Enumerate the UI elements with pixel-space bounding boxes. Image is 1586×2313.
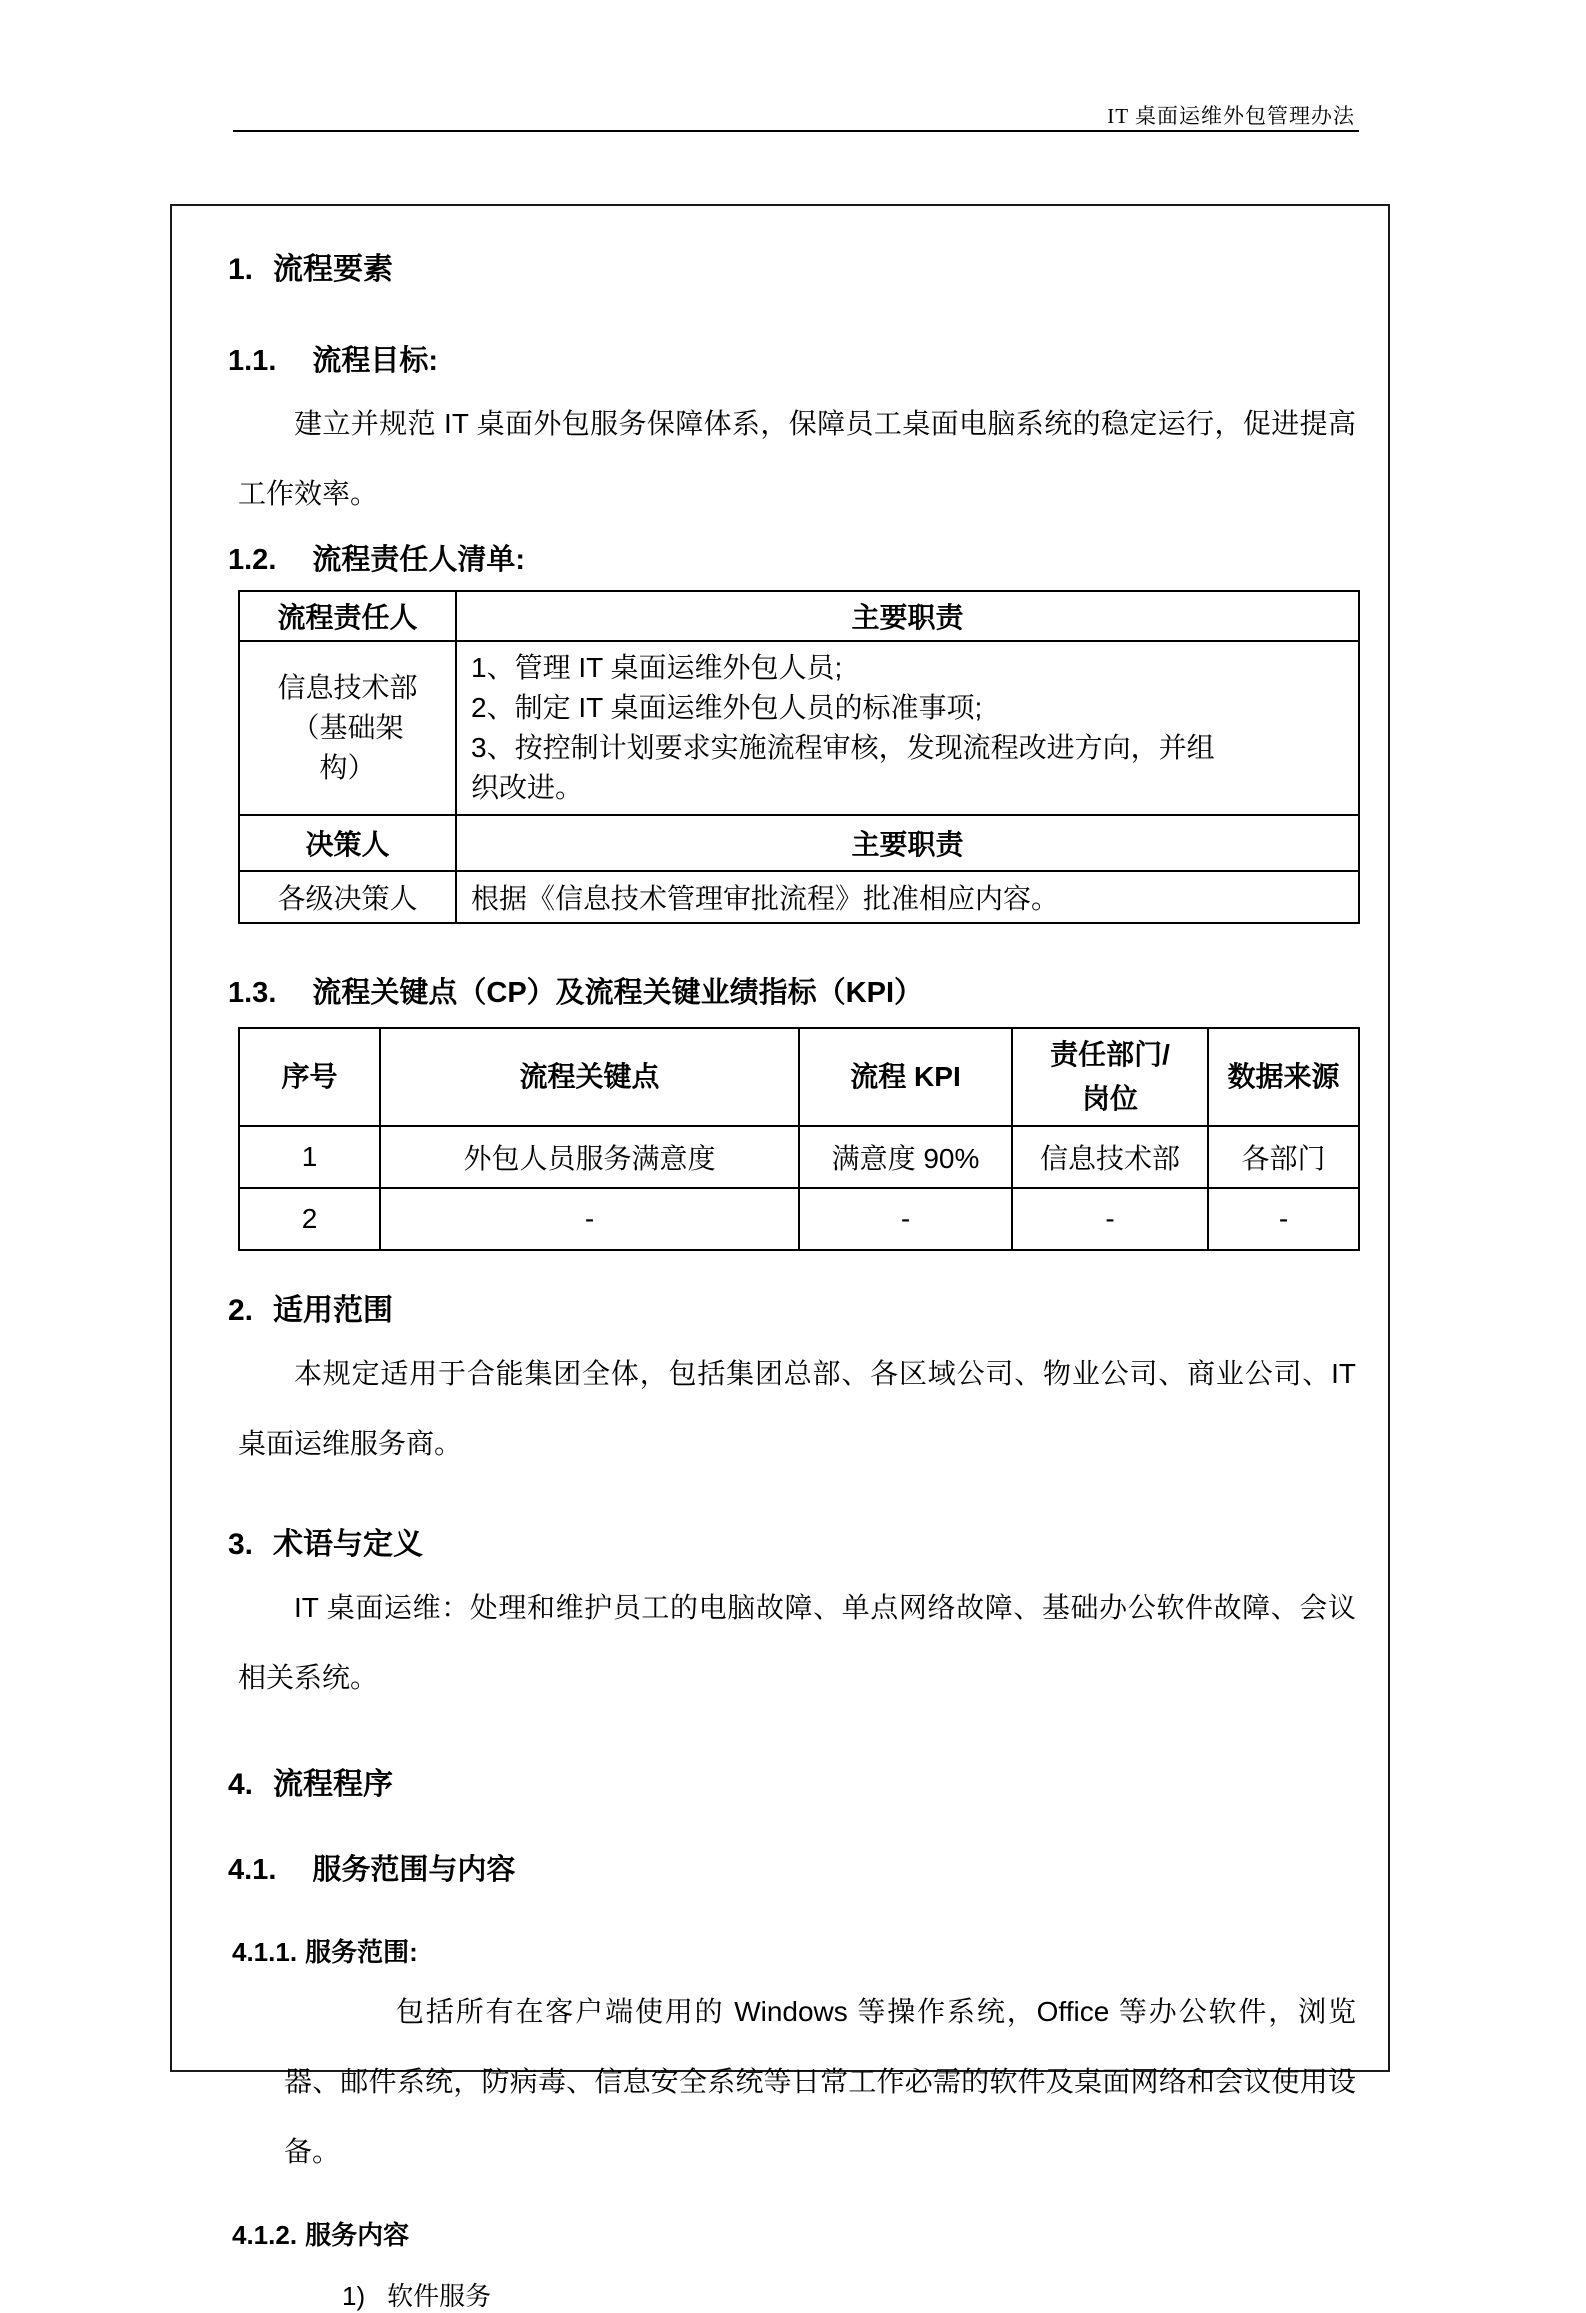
heading-4-1-service-scope-content bbox=[228, 1847, 1356, 1888]
table-row-it-department bbox=[239, 641, 1359, 815]
paragraph-terms-definitions: IT 桌面运维：处理和维护员工的电脑故障、单点网络故障、基础办公软件故障、会议相关系统。 bbox=[238, 1592, 1356, 1693]
header-line: 责任部门/ bbox=[1050, 1039, 1170, 1070]
heading-number: 1.3. bbox=[228, 977, 277, 1009]
paragraph-service-scope: 包括所有在客户端使用的 Windows 等操作系统，Office 等办公软件，浏览器、邮件系统，防病毒、信息安全系统等日常工作必需的软件及桌面网络和会议使用设备。 bbox=[284, 1996, 1356, 2167]
duty-line: 织改进。 bbox=[471, 772, 584, 803]
header-cell-duties: 主要职责 bbox=[456, 591, 1359, 641]
heading-number: 2. bbox=[228, 1294, 254, 1327]
department-line: 构） bbox=[319, 752, 376, 783]
header-cell-data-source: 数据来源 bbox=[1208, 1028, 1359, 1126]
table-row-kpi-2 bbox=[239, 1188, 1359, 1250]
heading-number: 4.1.2. bbox=[232, 2220, 298, 2250]
heading-number: 1.2. bbox=[228, 544, 277, 576]
heading-1-1-process-goal bbox=[228, 338, 1356, 379]
cell-department: - bbox=[1012, 1188, 1208, 1250]
heading-1-process-elements bbox=[228, 244, 1356, 288]
heading-4-1-1-service-scope bbox=[232, 1932, 1356, 1969]
cell-key-point: - bbox=[380, 1188, 799, 1250]
table-header-row bbox=[239, 591, 1359, 641]
header-line: 岗位 bbox=[1081, 1083, 1138, 1114]
cell-department-duties bbox=[456, 641, 1359, 815]
duty-line: 3、按控制计划要求实施流程审核，发现流程改进方向，并组 bbox=[471, 732, 1215, 763]
cell-index: 1 bbox=[239, 1126, 380, 1188]
paragraph-scope: 本规定适用于合能集团全体，包括集团总部、各区域公司、物业公司、商业公司、IT 桌面运维服务商。 bbox=[238, 1358, 1356, 1459]
table-subheader-row bbox=[239, 815, 1359, 871]
heading-4-1-2-service-content bbox=[232, 2215, 1356, 2252]
heading-number: 4.1. bbox=[228, 1854, 277, 1886]
responsibles-table bbox=[238, 590, 1360, 924]
page-header-rule bbox=[233, 130, 1359, 132]
heading-number: 1. bbox=[228, 253, 254, 286]
duty-line: 1、管理 IT 桌面运维外包人员; bbox=[471, 652, 843, 683]
heading-number: 3. bbox=[228, 1528, 254, 1561]
table-row-kpi-1 bbox=[239, 1126, 1359, 1188]
cell-decision-duty: 根据《信息技术管理审批流程》批准相应内容。 bbox=[456, 871, 1359, 923]
table-row-decision-makers bbox=[239, 871, 1359, 923]
heading-number: 1.1. bbox=[228, 345, 277, 377]
table-header-row bbox=[239, 1028, 1359, 1126]
cell-kpi: 满意度 90% bbox=[799, 1126, 1012, 1188]
heading-text: 流程要素 bbox=[273, 253, 394, 286]
heading-text: 服务范围: bbox=[305, 1937, 418, 1967]
cell-index: 2 bbox=[239, 1188, 380, 1250]
heading-number: 4.1.1. bbox=[232, 1937, 298, 1967]
heading-2-scope bbox=[228, 1285, 1356, 1329]
list-item-software-service bbox=[342, 2276, 1356, 2313]
header-cell-index: 序号 bbox=[239, 1028, 380, 1126]
header-cell-kpi: 流程 KPI bbox=[799, 1028, 1012, 1126]
header-cell-department bbox=[1012, 1028, 1208, 1126]
heading-1-3-cp-kpi bbox=[228, 970, 1356, 1011]
heading-1-2-responsibles-list bbox=[228, 537, 1356, 578]
heading-text: 术语与定义 bbox=[273, 1528, 424, 1561]
heading-text: 流程责任人清单: bbox=[312, 544, 526, 576]
list-text: 软件服务 bbox=[387, 2281, 492, 2311]
header-cell-decision-maker: 决策人 bbox=[239, 815, 456, 871]
heading-text: 流程关键点（CP）及流程关键业绩指标（KPI） bbox=[312, 977, 924, 1009]
document-content-box bbox=[170, 204, 1390, 2311]
cell-department: 信息技术部 bbox=[1012, 1126, 1208, 1188]
department-line: 信息技术部 bbox=[277, 672, 418, 703]
heading-3-terms-definitions bbox=[228, 1519, 1356, 1563]
heading-text: 流程目标: bbox=[312, 345, 439, 377]
kpi-table bbox=[238, 1027, 1360, 1251]
list-marker: 1) bbox=[342, 2281, 366, 2311]
cell-data-source: - bbox=[1208, 1188, 1359, 1250]
header-cell-responsible: 流程责任人 bbox=[239, 591, 456, 641]
heading-number: 4. bbox=[228, 1768, 254, 1801]
duty-line: 2、制定 IT 桌面运维外包人员的标准事项; bbox=[471, 692, 983, 723]
heading-text: 服务内容 bbox=[305, 2220, 410, 2250]
heading-4-process-procedure bbox=[228, 1759, 1356, 1803]
cell-key-point: 外包人员服务满意度 bbox=[380, 1126, 799, 1188]
cell-decision-role: 各级决策人 bbox=[239, 871, 456, 923]
header-cell-duties: 主要职责 bbox=[456, 815, 1359, 871]
cell-data-source: 各部门 bbox=[1208, 1126, 1359, 1188]
cell-kpi: - bbox=[799, 1188, 1012, 1250]
heading-text: 服务范围与内容 bbox=[312, 1854, 516, 1886]
department-line: （基础架 bbox=[291, 712, 404, 743]
heading-text: 适用范围 bbox=[273, 1294, 394, 1327]
cell-department-name bbox=[239, 641, 456, 815]
header-cell-key-point: 流程关键点 bbox=[380, 1028, 799, 1126]
paragraph-process-goal: 建立并规范 IT 桌面外包服务保障体系，保障员工桌面电脑系统的稳定运行，促进提高工作效率。 bbox=[238, 408, 1356, 509]
page-header-title: IT 桌面运维外包管理办法 bbox=[1107, 104, 1355, 128]
heading-text: 流程程序 bbox=[273, 1768, 394, 1801]
